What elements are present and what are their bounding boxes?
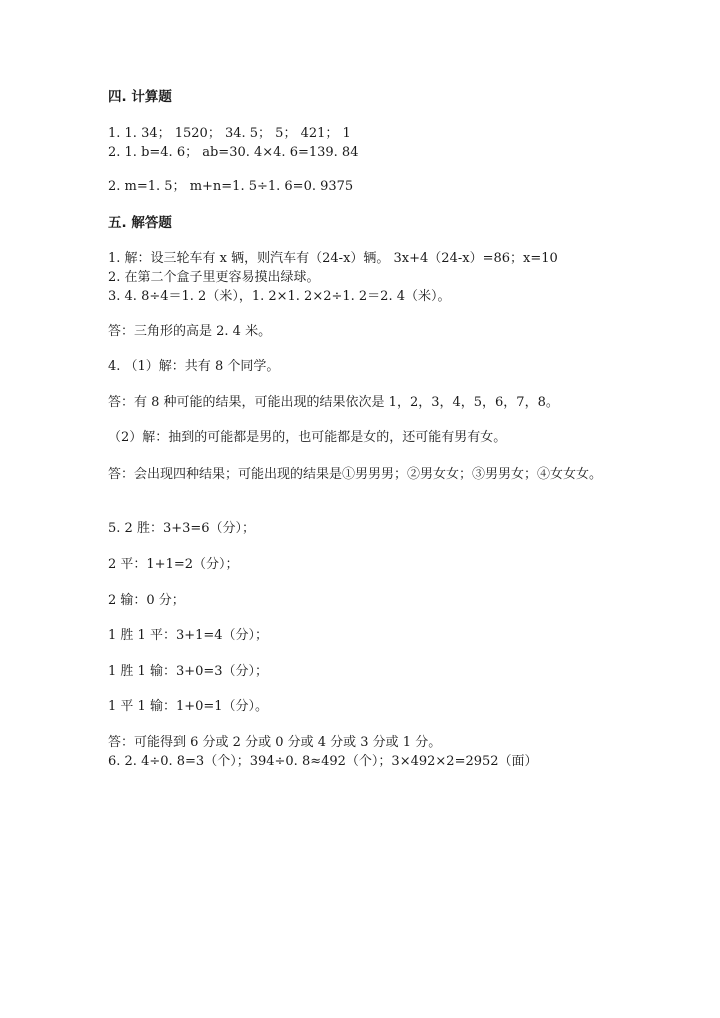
- answer-line: 2 平：1+1=2（分）；: [108, 557, 239, 572]
- answer-line: 2 输：0 分；: [108, 593, 185, 608]
- answer-line: 1 平 1 输：1+0=1（分）。: [108, 699, 269, 714]
- answer-line: 3. 4. 8÷4＝1. 2（米），1. 2×1. 2×2÷1. 2＝2. 4（米）。: [108, 289, 451, 304]
- answer-line: 答：可能得到 6 分或 2 分或 0 分或 4 分或 3 分或 1 分。: [108, 735, 442, 750]
- answer-line: 答：有 8 种可能的结果，可能出现的结果依次是 1，2，3，4，5，6，7，8。: [108, 395, 559, 410]
- answer-line: 2. 1. b=4. 6； ab=30. 4×4. 6=139. 84: [108, 145, 359, 160]
- answer-line: 答：三角形的高是 2. 4 米。: [108, 324, 272, 339]
- answer-line: 1. 1. 34； 1520； 34. 5； 5； 421； 1: [108, 126, 351, 141]
- answer-line: 5. 2 胜：3+3=6（分）；: [108, 521, 256, 536]
- section-heading-calculation: 四. 计算题: [108, 89, 172, 105]
- answer-line: 2. 在第二个盒子里更容易摸出绿球。: [108, 270, 320, 285]
- answer-line: 2. m=1. 5； m+n=1. 5÷1. 6=0. 9375: [108, 179, 354, 194]
- answer-line: （2）解：抽到的可能都是男的，也可能都是女的，还可能有男有女。: [108, 430, 507, 445]
- section-heading-word-problems: 五. 解答题: [108, 215, 172, 231]
- answer-line: 4. （1）解：共有 8 个同学。: [108, 359, 280, 374]
- answer-line: 答：会出现四种结果；可能出现的结果是①男男男；②男女女；③男男女；④女女女。: [108, 467, 603, 482]
- answer-line: 6. 2. 4÷0. 8=3（个）；394÷0. 8≈492（个）；3×492×2=2952（面）: [108, 754, 538, 769]
- answer-line: 1 胜 1 平：3+1=4（分）；: [108, 628, 269, 643]
- answer-line: 1 胜 1 输：3+0=3（分）；: [108, 664, 269, 679]
- answer-line: 1. 解：设三轮车有 x 辆，则汽车有（24-x）辆。 3x+4（24-x）=86；x=10: [108, 251, 558, 266]
